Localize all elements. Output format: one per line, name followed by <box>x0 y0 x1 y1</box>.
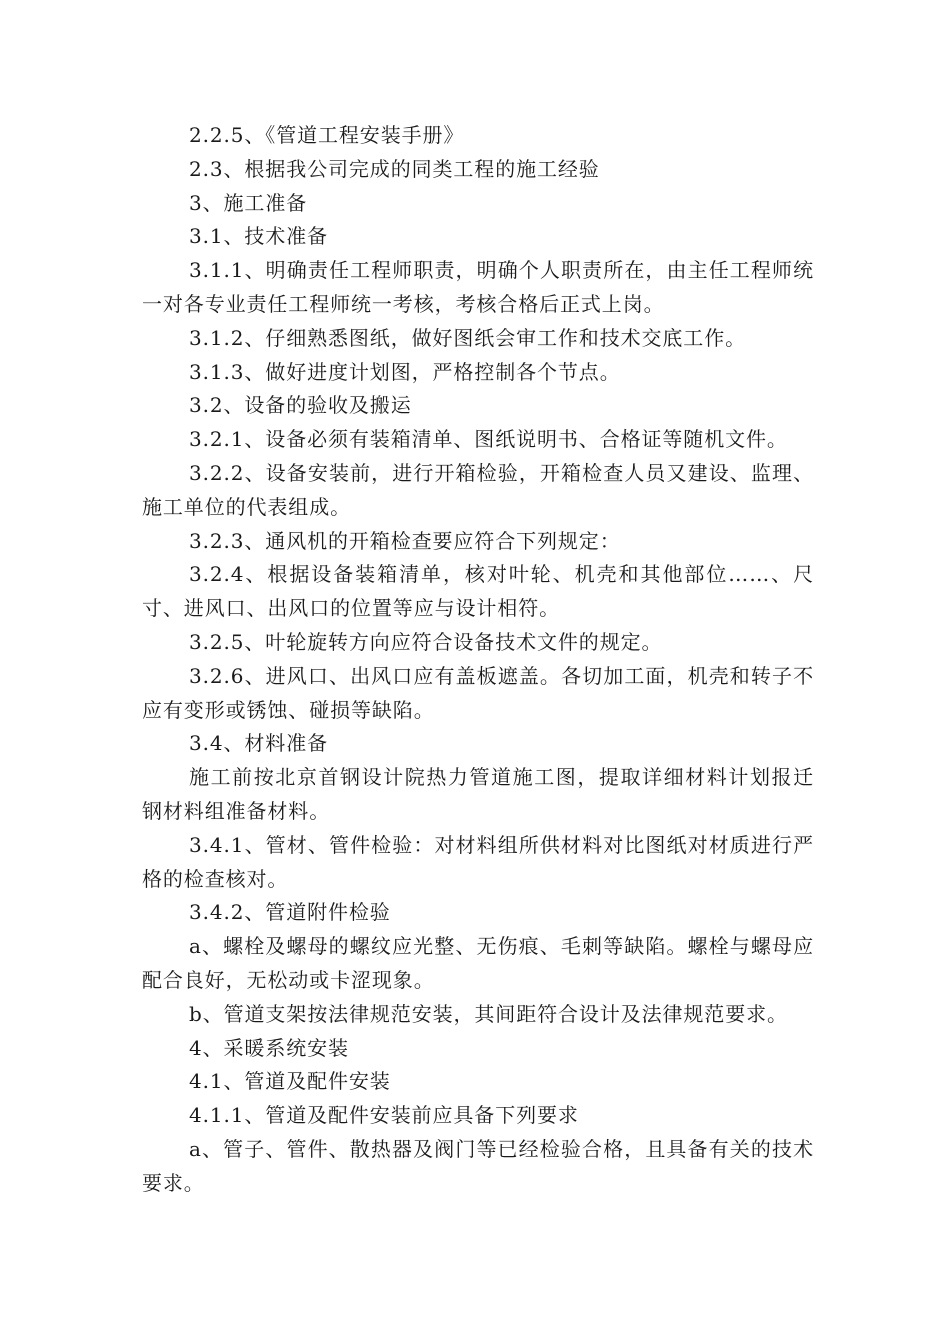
paragraph-3-2-1: 3.2.1、设备必须有装箱清单、图纸说明书、合格证等随机文件。 <box>189 427 788 452</box>
paragraph-3-1-1: 3.1.1、明确责任工程师职责，明确个人职责所在，由主任工程师统一对各专业责任工程师统一考核，考核合格后正式上岗。 <box>142 258 814 316</box>
paragraph-material-plan: 施工前按北京首钢设计院热力管道施工图，提取详细材料计划报迁钢材料组准备材料。 <box>142 765 814 823</box>
paragraph-3-2-4: 3.2.4、根据设备装箱清单，核对叶轮、机壳和其他部位……、尺寸、进风口、出风口的位置等应与设计相符。 <box>142 562 814 621</box>
paragraph-3-1-2: 3.1.2、仔细熟悉图纸，做好图纸会审工作和技术交底工作。 <box>189 325 746 350</box>
paragraph-3-4-1: 3.4.1、管材、管件检验：对材料组所供材料对比图纸对材质进行严格的检查核对。 <box>142 832 814 891</box>
heading-3-1-technical-preparation: 3.1、技术准备 <box>189 224 329 249</box>
paragraph-2-2-5: 2.2.5、《管道工程安装手册》 <box>189 123 465 147</box>
document-body <box>142 119 814 1201</box>
paragraph-3-2-3: 3.2.3、通风机的开箱检查要应符合下列规定： <box>189 528 621 553</box>
heading-3-2-equipment-acceptance: 3.2、设备的验收及搬运 <box>189 393 412 418</box>
paragraph-2-3: 2.3、根据我公司完成的同类工程的施工经验 <box>189 156 600 181</box>
paragraph-3-4-2: 3.4.2、管道附件检验 <box>189 900 391 925</box>
heading-4-heating-system: 4、采暖系统安装 <box>189 1035 349 1060</box>
heading-3-construction-preparation: 3、施工准备 <box>189 190 308 215</box>
paragraph-item-a-bolts: a、螺栓及螺母的螺纹应光整、无伤痕、毛刺等缺陷。螺栓与螺母应配合良好，无松动或卡涩现象。 <box>142 934 814 992</box>
paragraph-item-b-supports: b、管道支架按法律规范安装，其间距符合设计及法律规范要求。 <box>189 1001 788 1026</box>
paragraph-4-1-1: 4.1.1、管道及配件安装前应具备下列要求 <box>189 1103 579 1128</box>
paragraph-3-2-6: 3.2.6、进风口、出风口应有盖板遮盖。各切加工面，机壳和转子不应有变形或锈蚀、碰损等缺陷。 <box>142 663 814 722</box>
paragraph-item-a-pipes: a、管子、管件、散热器及阀门等已经检验合格，且具备有关的技术要求。 <box>142 1136 814 1195</box>
heading-4-1-pipe-fittings: 4.1、管道及配件安装 <box>189 1069 391 1094</box>
paragraph-3-2-2: 3.2.2、设备安装前，进行开箱检验，开箱检查人员又建设、监理、施工单位的代表组成。 <box>142 460 814 519</box>
paragraph-3-2-5: 3.2.5、叶轮旋转方向应符合设备技术文件的规定。 <box>189 629 663 654</box>
heading-3-4-material-preparation: 3.4、材料准备 <box>189 731 329 756</box>
paragraph-3-1-3: 3.1.3、做好进度计划图，严格控制各个节点。 <box>189 359 621 384</box>
